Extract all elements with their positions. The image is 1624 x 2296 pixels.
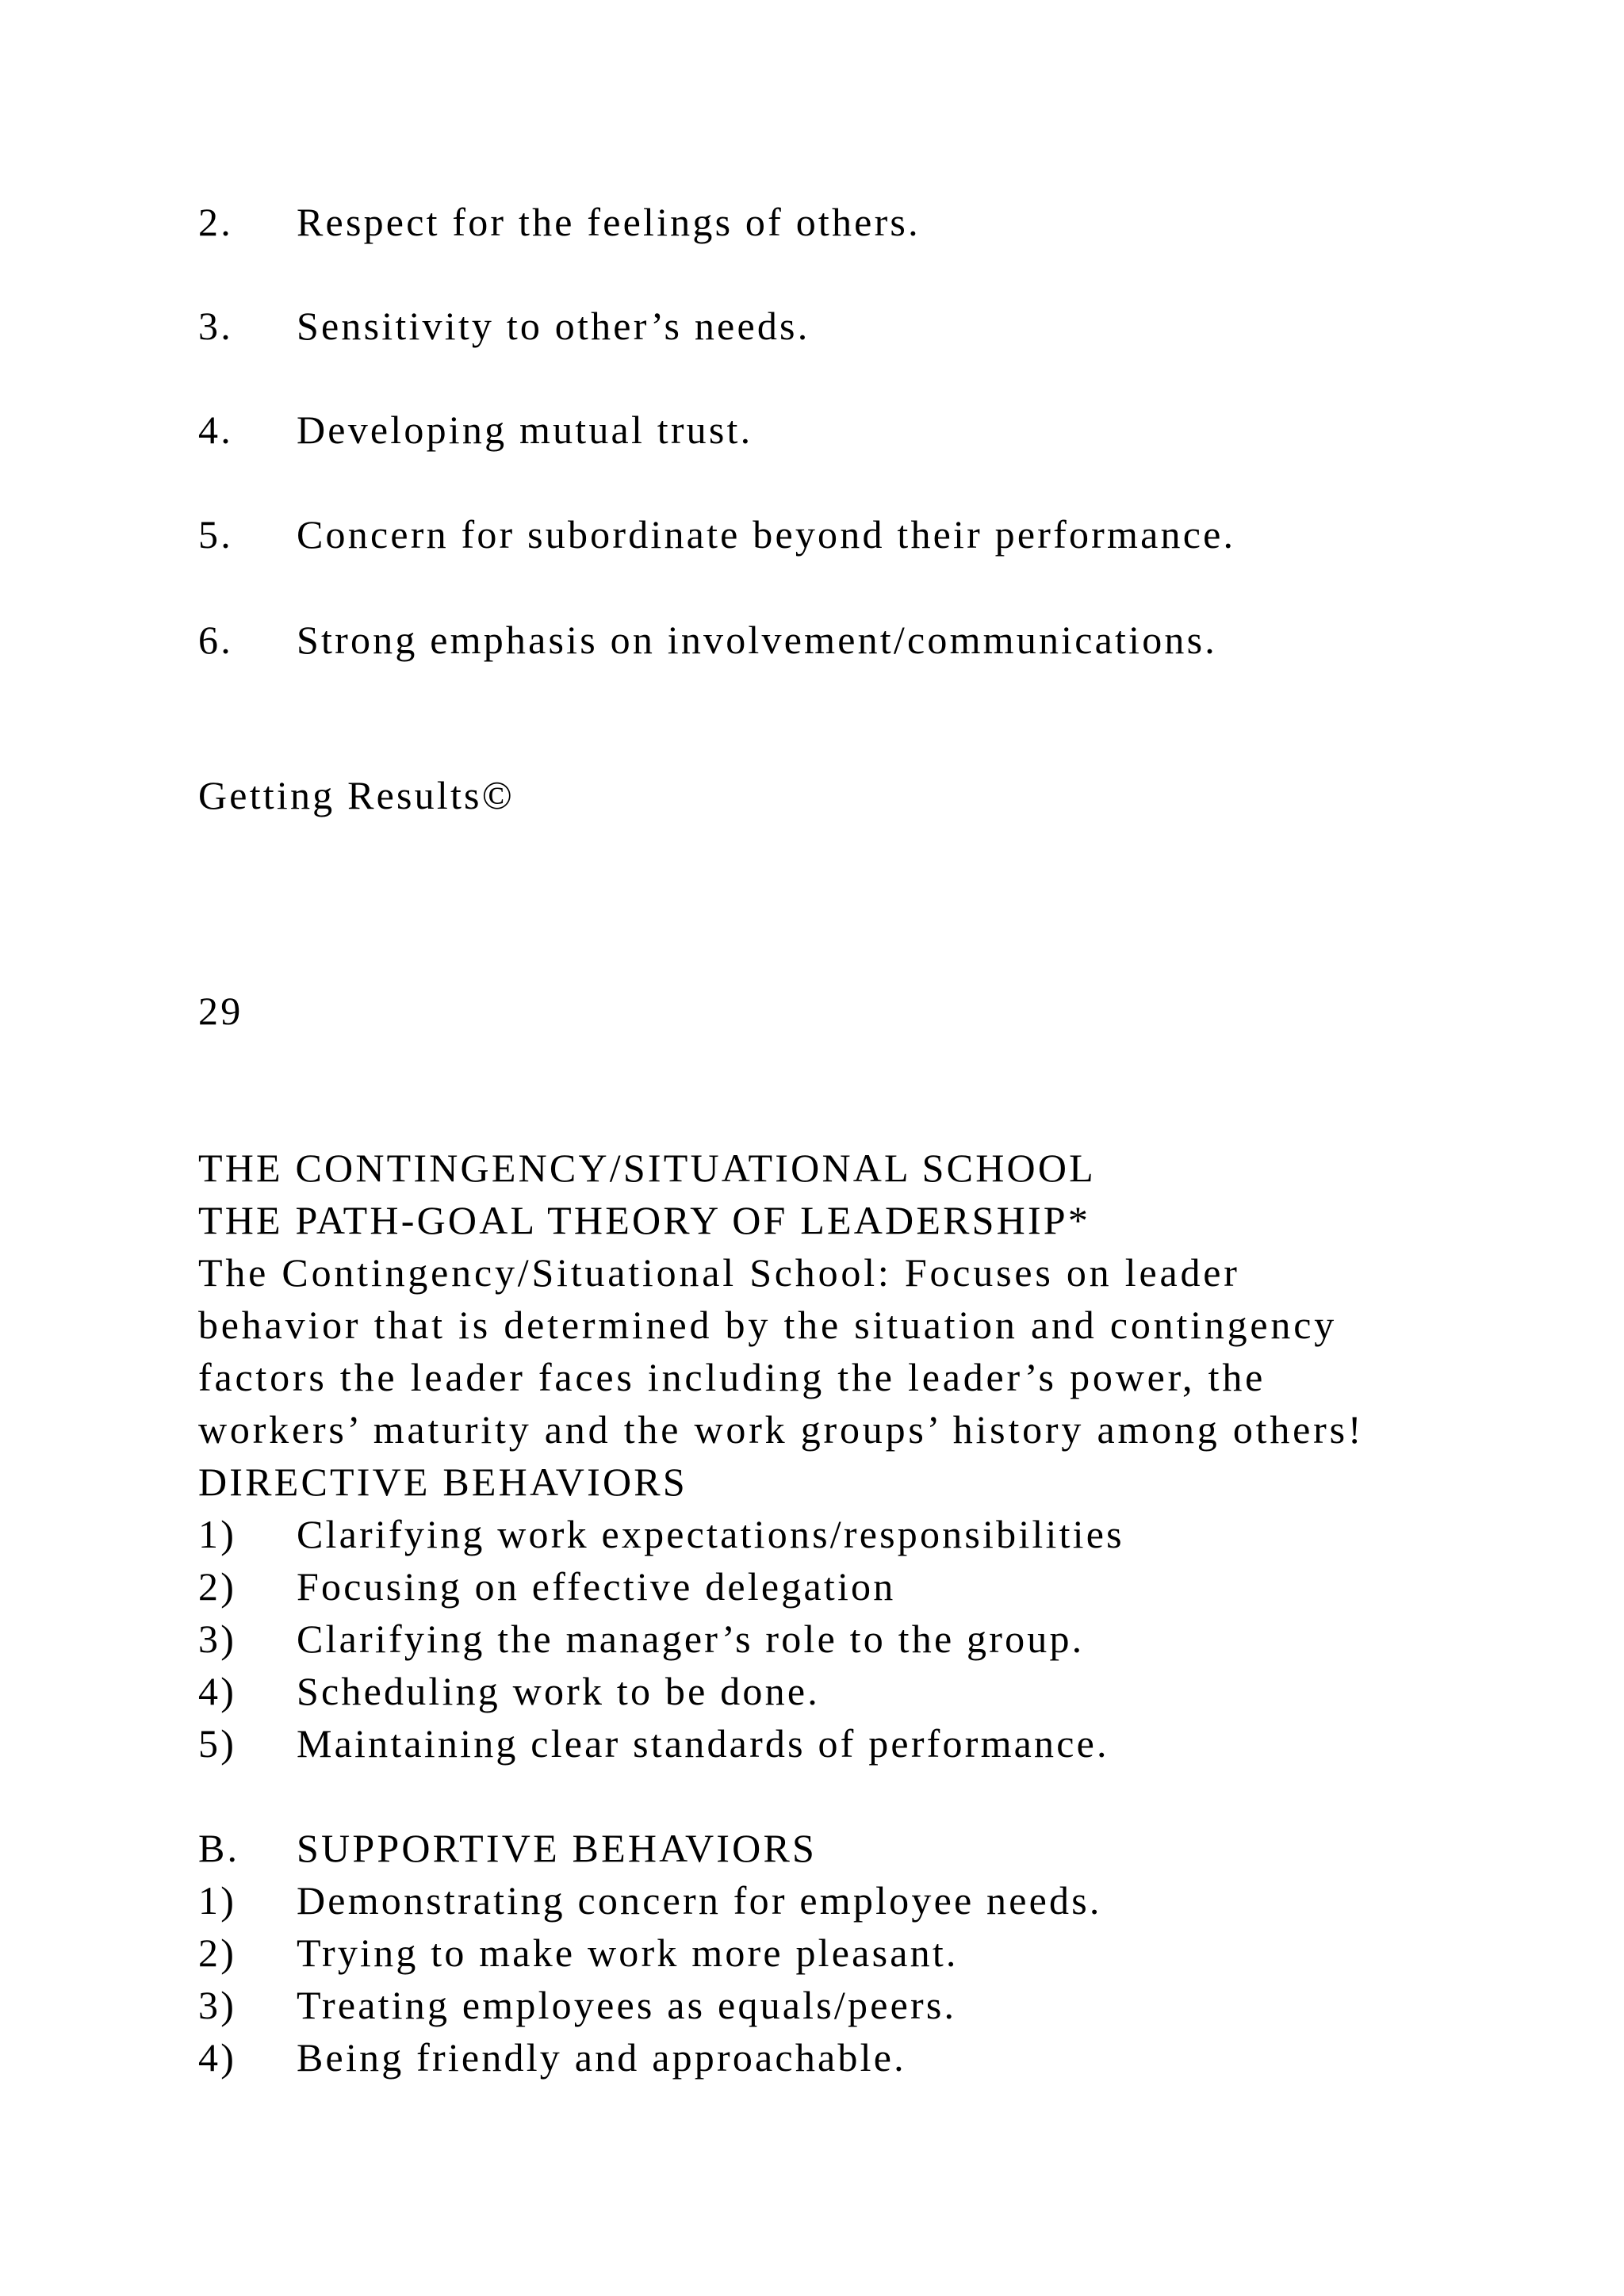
list-item bbox=[198, 2031, 906, 2084]
list-item bbox=[198, 1717, 1109, 1770]
supportive-heading-text: SUPPORTIVE BEHAVIORS bbox=[297, 1826, 818, 1870]
list-item bbox=[198, 1508, 1124, 1560]
section-letter: B. bbox=[198, 1826, 240, 1870]
list-item bbox=[198, 1560, 895, 1613]
list-item bbox=[198, 404, 753, 456]
paragraph-line: factors the leader faces including the leader’s power, the bbox=[198, 1355, 1266, 1399]
list-item-text: Maintaining clear standards of performance. bbox=[297, 1721, 1109, 1766]
page-number: 29 bbox=[198, 989, 243, 1033]
supportive-heading bbox=[198, 1822, 817, 1874]
list-item-number: 5. bbox=[198, 512, 233, 557]
footer-label: Getting Results© bbox=[198, 773, 515, 817]
list-item-number: 3) bbox=[198, 1983, 237, 2027]
list-item bbox=[198, 1613, 1084, 1665]
list-item bbox=[198, 508, 1235, 561]
list-item-number: 4) bbox=[198, 1669, 237, 1713]
paragraph-line: behavior that is determined by the situation and contingency bbox=[198, 1303, 1338, 1347]
list-item-number: 1) bbox=[198, 1512, 237, 1556]
list-item bbox=[198, 300, 810, 352]
list-item-number: 4. bbox=[198, 408, 233, 452]
list-item-text: Scheduling work to be done. bbox=[297, 1669, 820, 1713]
list-item bbox=[198, 1874, 1102, 1927]
paragraph-line: workers’ maturity and the work groups’ history among others! bbox=[198, 1407, 1365, 1452]
list-item-text: Demonstrating concern for employee needs. bbox=[297, 1878, 1102, 1923]
list-item-text: Treating employees as equals/peers. bbox=[297, 1983, 957, 2027]
list-item bbox=[198, 196, 921, 248]
list-item-text: Concern for subordinate beyond their performance. bbox=[297, 512, 1236, 557]
list-item-text: Being friendly and approachable. bbox=[297, 2035, 906, 2080]
list-item-text: Respect for the feelings of others. bbox=[297, 200, 921, 244]
list-item-number: 2) bbox=[198, 1931, 237, 1975]
list-item-number: 3) bbox=[198, 1617, 237, 1661]
list-item-text: Sensitivity to other’s needs. bbox=[297, 304, 810, 348]
list-item bbox=[198, 614, 1217, 666]
list-item bbox=[198, 1665, 820, 1717]
list-item-text: Developing mutual trust. bbox=[297, 408, 753, 452]
section-subheading: THE PATH-GOAL THEORY OF LEADERSHIP* bbox=[198, 1198, 1091, 1242]
list-item-number: 1) bbox=[198, 1878, 237, 1923]
section-heading: THE CONTINGENCY/SITUATIONAL SCHOOL bbox=[198, 1146, 1096, 1190]
list-item-number: 2. bbox=[198, 200, 233, 244]
list-item-text: Clarifying work expectations/responsibilities bbox=[297, 1512, 1124, 1556]
list-item-number: 2) bbox=[198, 1564, 237, 1609]
list-item-number: 5) bbox=[198, 1721, 237, 1766]
list-item-number: 6. bbox=[198, 618, 233, 662]
paragraph-line: The Contingency/Situational School: Focuses on leader bbox=[198, 1250, 1240, 1295]
list-item-text: Strong emphasis on involvement/communications. bbox=[297, 618, 1217, 662]
list-item-number: 3. bbox=[198, 304, 233, 348]
list-item-text: Clarifying the manager’s role to the group. bbox=[297, 1617, 1085, 1661]
list-item-number: 4) bbox=[198, 2035, 237, 2080]
list-item-text: Trying to make work more pleasant. bbox=[297, 1931, 959, 1975]
list-item bbox=[198, 1927, 959, 1979]
directive-heading: DIRECTIVE BEHAVIORS bbox=[198, 1460, 688, 1504]
list-item-text: Focusing on effective delegation bbox=[297, 1564, 896, 1609]
list-item bbox=[198, 1979, 956, 2031]
